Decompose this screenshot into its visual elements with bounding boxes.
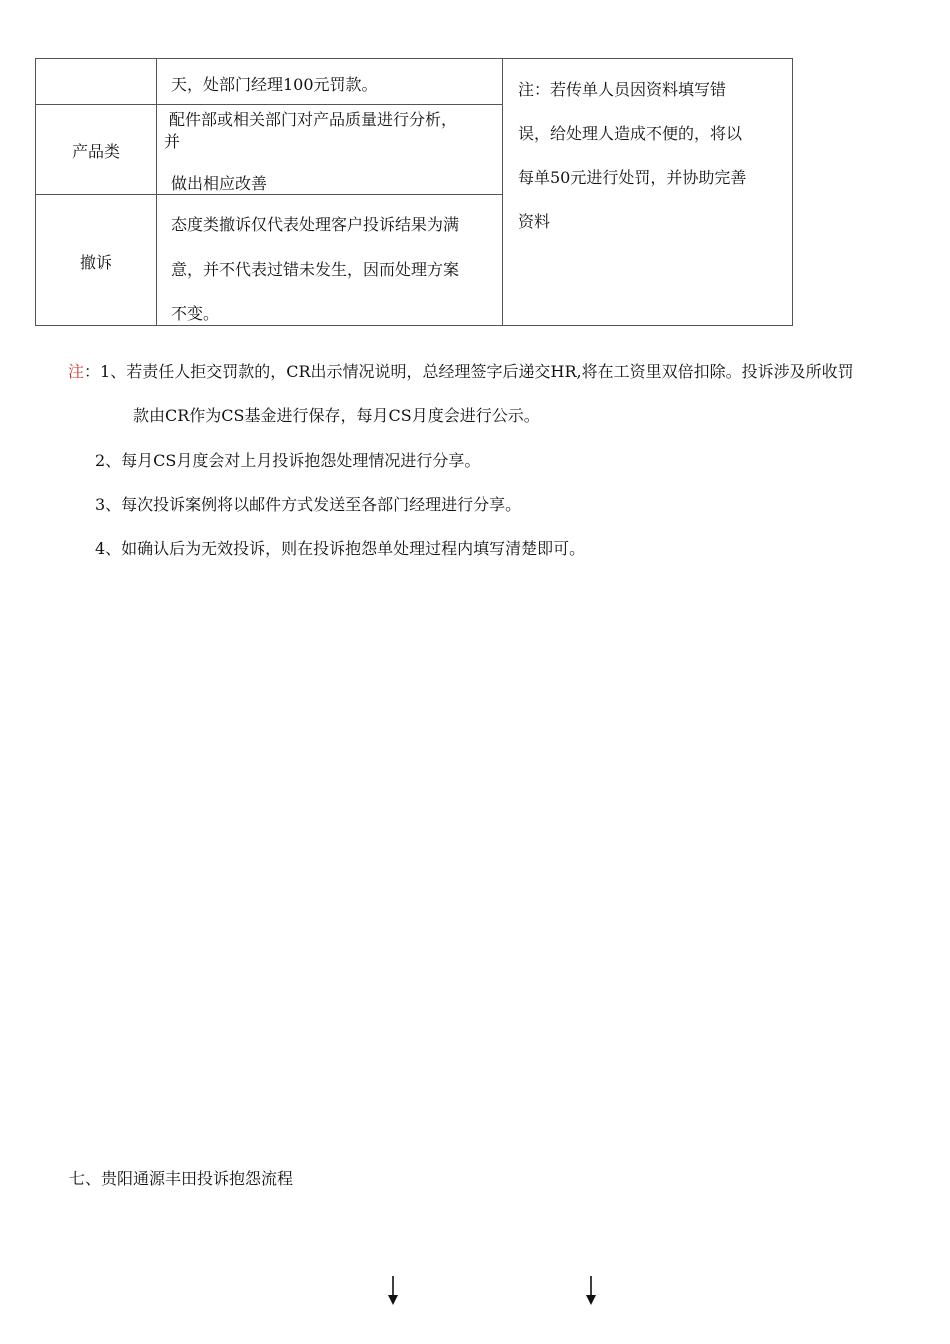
row2-content-line2: 并 [164, 132, 181, 151]
side-note-line2: 误，给处理人造成不便的，将以 [518, 124, 743, 143]
note-item1-line1 [68, 359, 854, 382]
side-note-line1: 注：若传单人员因资料填写错 [518, 80, 727, 99]
table-divider-row2 [36, 194, 503, 195]
row3-content-line3: 不变。 [171, 304, 220, 323]
row3-content-line1: 态度类撤诉仅代表处理客户投诉结果为满 [171, 215, 460, 234]
row2-label: 产品类 [71, 142, 120, 161]
row2-content-line3: 做出相应改善 [171, 174, 268, 193]
section-title: 七、贵阳通源丰田投诉抱怨流程 [69, 1169, 294, 1188]
arrow-down-icon [585, 1276, 597, 1306]
row1-content: 天，处部门经理100元罚款。 [171, 75, 378, 94]
table-divider-row1 [36, 104, 503, 105]
table-divider-col1 [156, 59, 157, 325]
note-item3: 3、每次投诉案例将以邮件方式发送至各部门经理进行分享。 [95, 495, 522, 514]
note-prefix: 注 [68, 362, 85, 381]
row3-label: 撤诉 [79, 253, 112, 272]
row2-content-line1: 配件部或相关部门对产品质量进行分析， [169, 110, 458, 129]
side-note-line4: 资料 [518, 212, 551, 231]
note-item1-text: ：1、若责任人拒交罚款的，CR出示情况说明，总经理签字后递交HR,将在工资里双倍扣除。投诉涉及所收罚 [84, 362, 854, 381]
note-item1-line2: 款由CR作为CS基金进行保存，每月CS月度会进行公示。 [133, 406, 540, 425]
policy-table [35, 58, 793, 326]
arrow-down-icon [387, 1276, 399, 1306]
note-item2: 2、每月CS月度会对上月投诉抱怨处理情况进行分享。 [95, 451, 481, 470]
side-note-line3: 每单50元进行处罚，并协助完善 [518, 168, 747, 187]
note-item4: 4、如确认后为无效投诉，则在投诉抱怨单处理过程内填写清楚即可。 [95, 539, 586, 558]
table-divider-col2 [502, 59, 503, 325]
row3-content-line2: 意，并不代表过错未发生，因而处理方案 [171, 260, 460, 279]
